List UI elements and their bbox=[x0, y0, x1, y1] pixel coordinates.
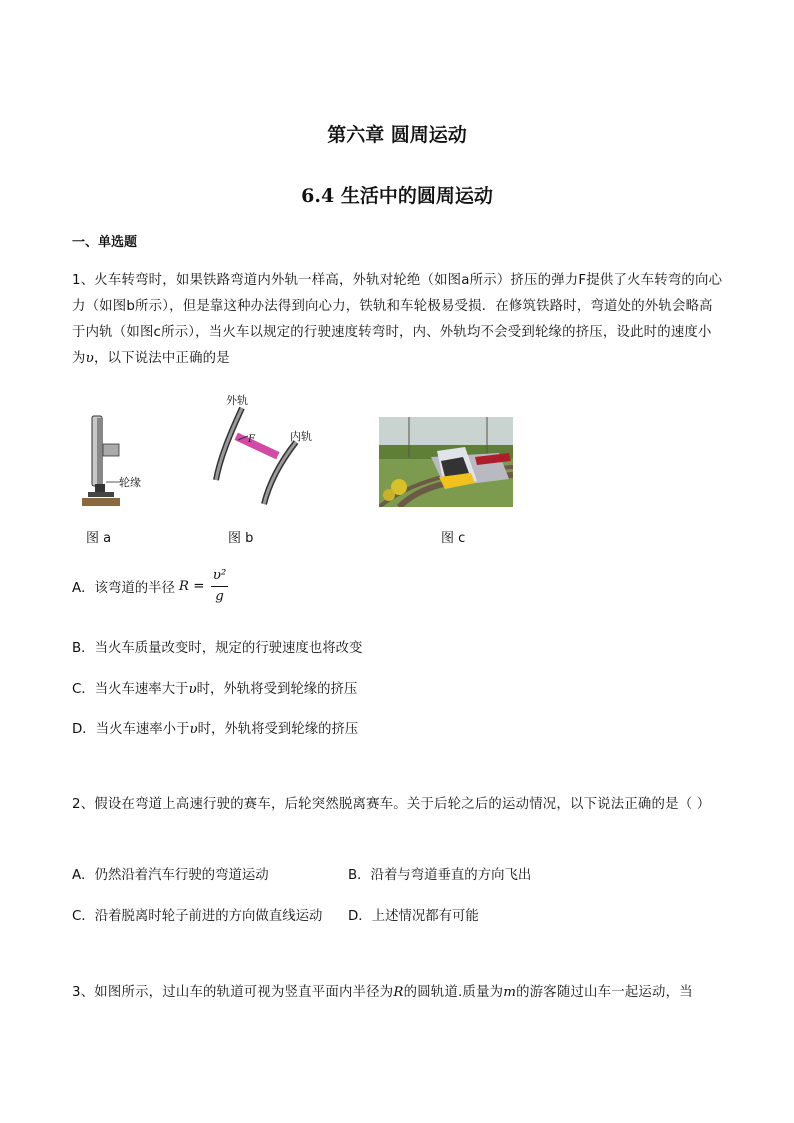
question-1-option-b[interactable]: B．当火车质量改变时，规定的行驶速度也将改变 bbox=[72, 641, 363, 656]
question-1-option-a[interactable]: A．该弯道的半径 R = $\frac{\text{υ²}}{g}$ bbox=[72, 566, 228, 607]
figure-b-rails-force bbox=[208, 394, 318, 512]
chapter-title: 第六章 圆周运动 bbox=[327, 124, 467, 146]
figure-b-inner-rail-label: 内轨 bbox=[290, 430, 312, 443]
question-2-option-d[interactable]: D．上述情况都有可能 bbox=[348, 909, 479, 924]
figure-c-train-photo bbox=[379, 417, 513, 507]
figure-a-flange-label: 轮缘 bbox=[119, 476, 141, 489]
part-heading: 一、单选题 bbox=[72, 235, 138, 250]
question-2-option-c[interactable]: C．沿着脱离时轮子前进的方向做直线运动 bbox=[72, 909, 323, 924]
question-1-option-c[interactable]: C．当火车速率大于υ时，外轨将受到轮缘的挤压 bbox=[72, 682, 358, 697]
figure-b-force-label: F bbox=[248, 434, 255, 445]
figure-b-caption: 图 b bbox=[228, 531, 254, 546]
question-2-option-a[interactable]: A．仍然沿着汽车行驶的弯道运动 bbox=[72, 868, 269, 883]
question-2-stem: 2、假设在弯道上高速行驶的赛车，后轮突然脱离赛车。关于后轮之后的运动情况，以下说法正确的是（ ） bbox=[72, 797, 711, 812]
question-2-option-b[interactable]: B．沿着与弯道垂直的方向飞出 bbox=[348, 868, 532, 883]
question-1-option-d[interactable]: D．当火车速率小于υ时，外轨将受到轮缘的挤压 bbox=[72, 722, 359, 737]
figure-b-outer-rail-label: 外轨 bbox=[226, 394, 248, 407]
question-3-stem: 3、如图所示，过山车的轨道可视为竖直平面内半径为R的圆轨道.质量为m的游客随过山车一起运动，当 bbox=[72, 985, 693, 1000]
question-1-stem: 1、火车转弯时，如果铁路弯道内外轨一样高，外轨对轮绝（如图a所示）挤压的弹力F提供了火车转弯的向心力（如图b所示），但是靠这种办法得到向心力，铁轨和车轮极易受损．在修筑铁路时，弯道处的外轨会略高于内轨（如图c所示），当火车以规定的行驶速度转弯时，内、外轨均不会受到轮缘的挤压，设此时的速度小为υ，以下说法中正确的是 bbox=[72, 273, 723, 366]
figure-a-wheel-rail bbox=[76, 414, 152, 508]
fraction-v-squared-over-g: $\frac{\text{υ²}}{g}$ bbox=[212, 568, 227, 604]
figure-c-caption: 图 c bbox=[441, 531, 466, 546]
figure-a-caption: 图 a bbox=[86, 531, 112, 546]
section-title: 6.4 生活中的圆周运动 bbox=[301, 185, 493, 207]
